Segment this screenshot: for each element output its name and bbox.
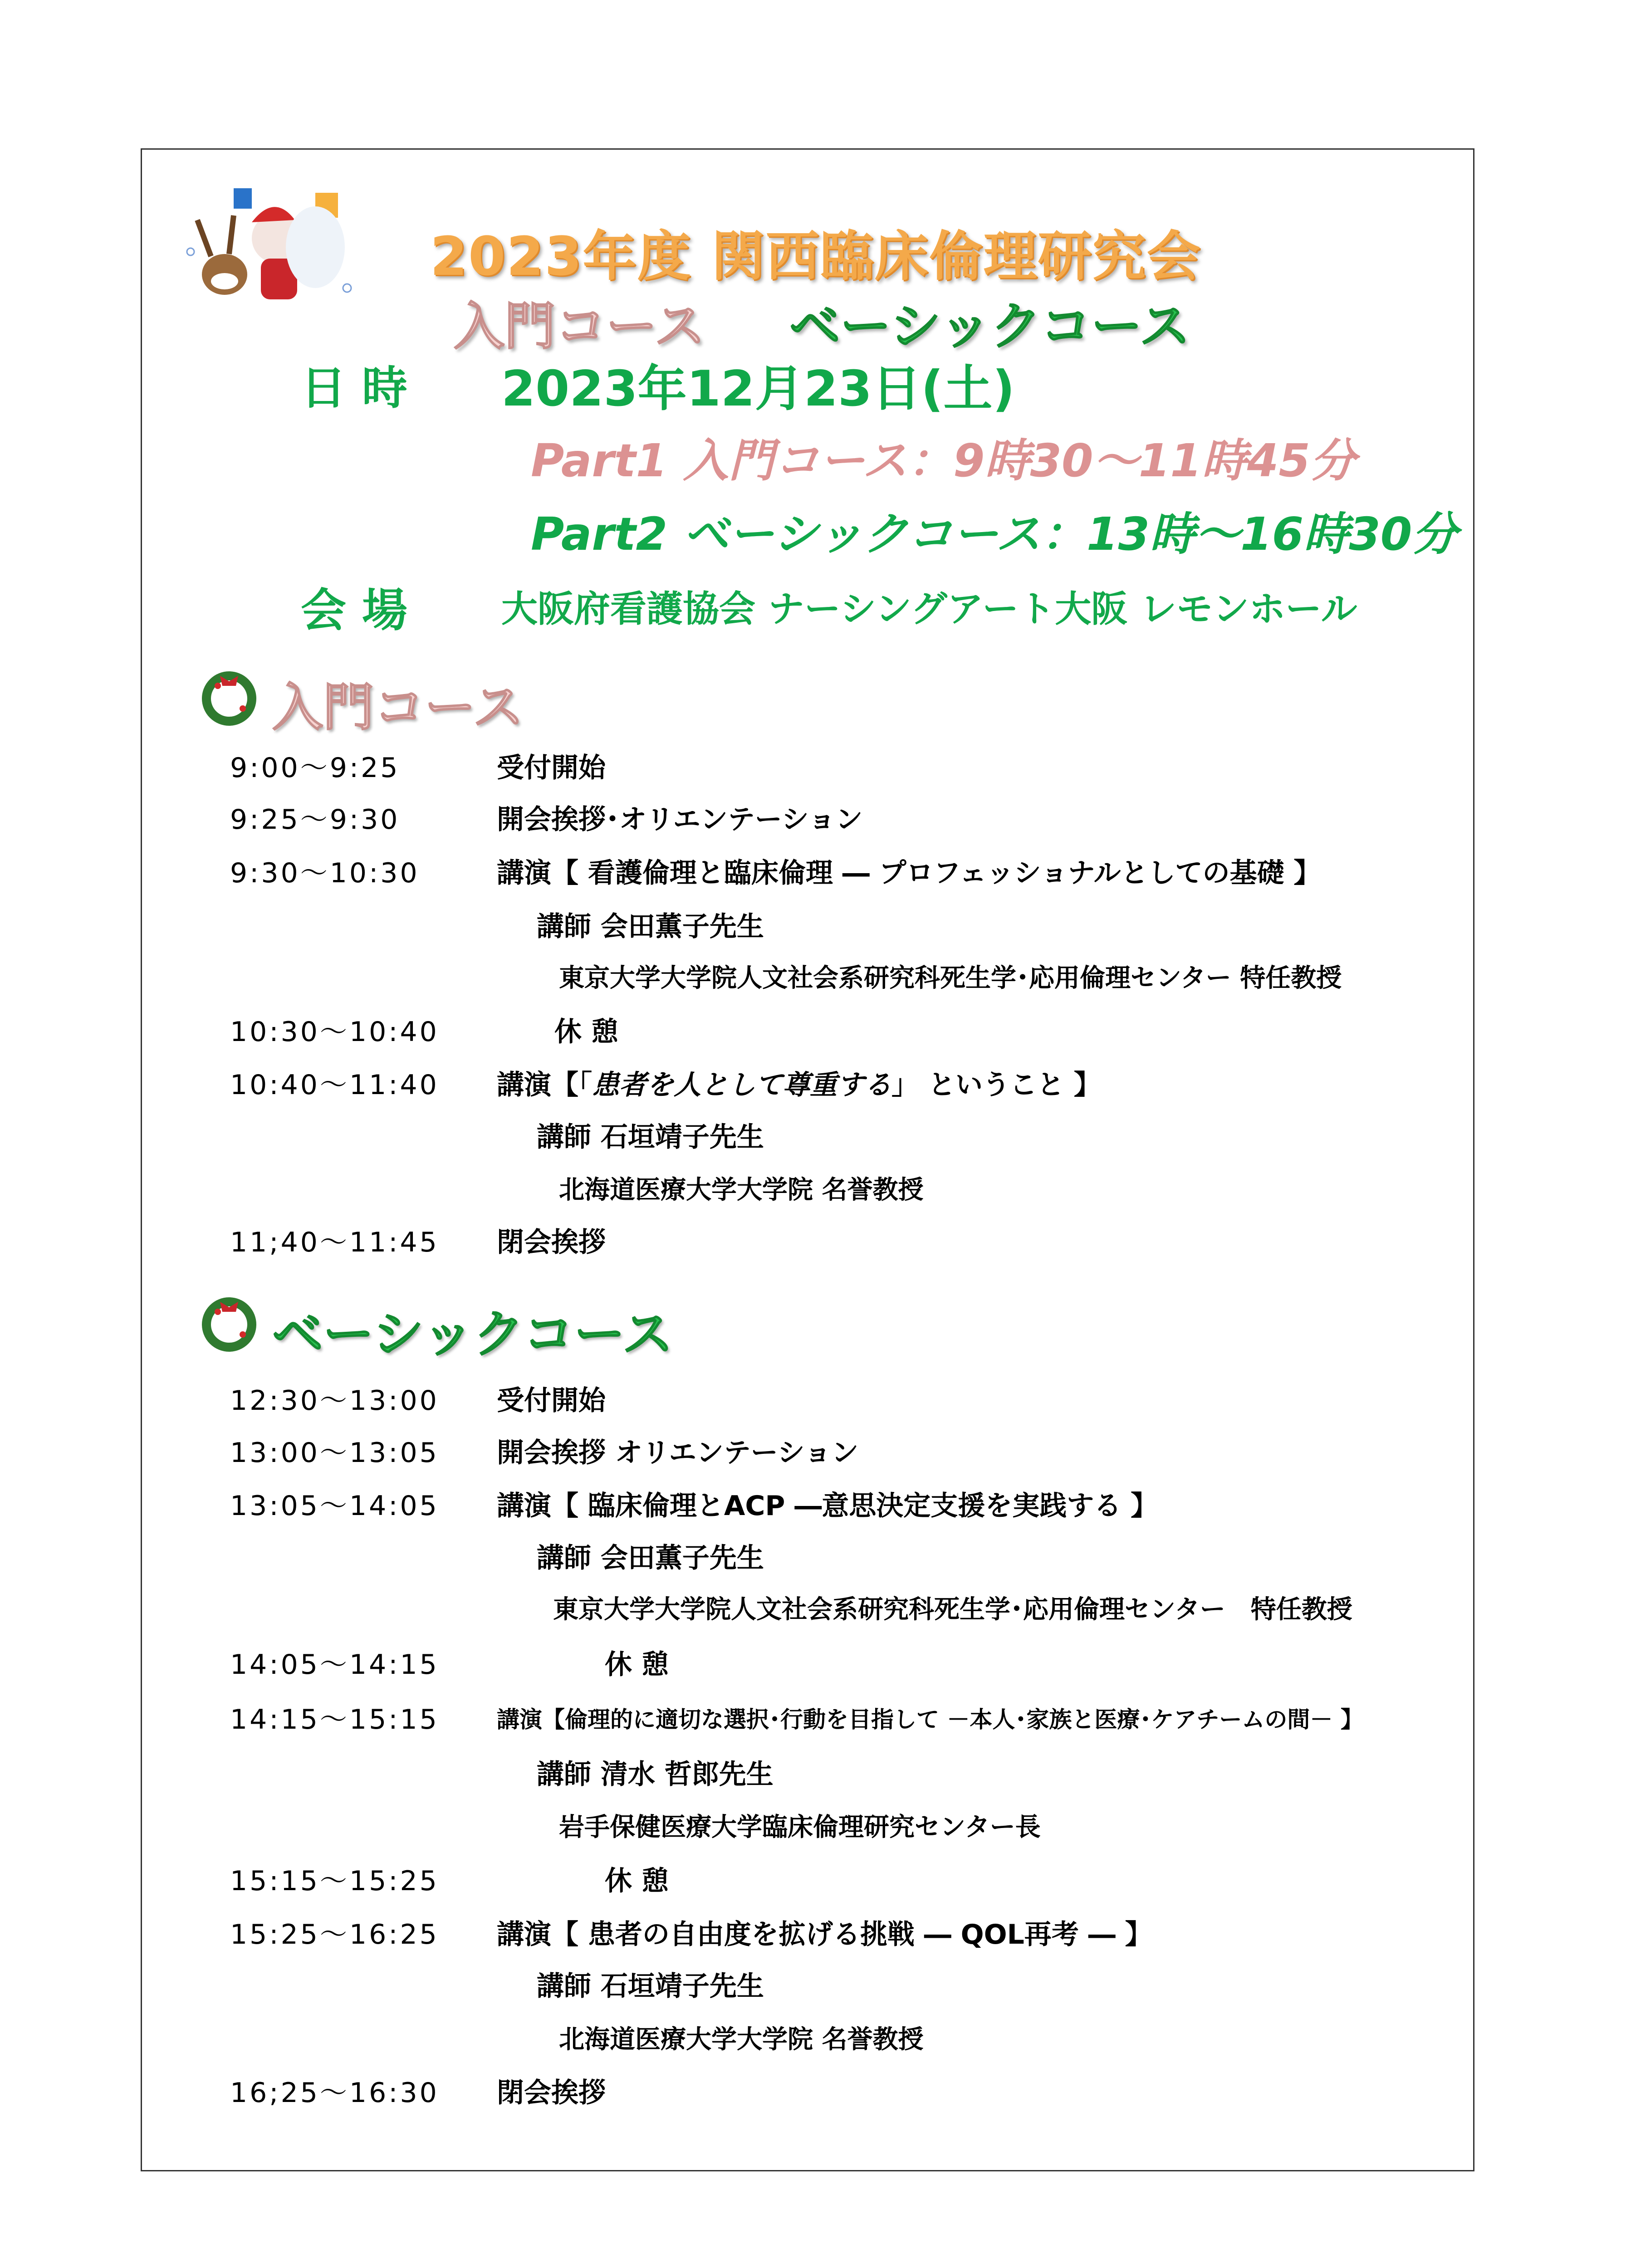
schedule-time: 15:25～16:25 bbox=[230, 1919, 439, 1950]
schedule-item: 開会挨拶 オリエンテーション bbox=[497, 1437, 859, 1469]
schedule-time: 9:30～10:30 bbox=[230, 857, 420, 889]
lecture-title: 講演【 臨床倫理とACP ―意思決定支援を実践する 】 bbox=[497, 1490, 1158, 1522]
break-item: 休 憩 bbox=[554, 1016, 618, 1048]
course-basic-title: ベーシックコース bbox=[789, 297, 1190, 356]
lecturer-affiliation: 東京大学大学院人文社会系研究科死生学･応用倫理センター 特任教授 bbox=[559, 963, 1342, 993]
lecture-title: 講演【 看護倫理と臨床倫理 ― プロフェッショナルとしての基礎 】 bbox=[497, 857, 1321, 889]
wreath-icon bbox=[200, 668, 259, 727]
lecture-title bbox=[497, 1067, 1101, 1103]
schedule-item: 閉会挨拶 bbox=[497, 2077, 606, 2109]
course-intro-title: 入門コース bbox=[454, 297, 705, 356]
break-item: 休 憩 bbox=[605, 1865, 669, 1897]
schedule-time: 11;40～11:45 bbox=[230, 1227, 439, 1258]
lecturer: 講師 会田薫子先生 bbox=[537, 911, 764, 943]
event-title: 2023年度 関西臨床倫理研究会 bbox=[430, 225, 1201, 288]
lecture-title-pre: 講演【「 bbox=[497, 1069, 592, 1101]
date-label: 日 時 bbox=[301, 362, 407, 415]
lecturer: 講師 会田薫子先生 bbox=[537, 1542, 764, 1574]
lecturer: 講師 石垣靖子先生 bbox=[537, 1121, 764, 1153]
event-date: 2023年12月23日(土) bbox=[501, 361, 1015, 417]
schedule-time: 12:30～13:00 bbox=[230, 1385, 439, 1417]
lecture-title-italic: 患者を人として尊重する bbox=[592, 1069, 891, 1101]
schedule-time: 15:15～15:25 bbox=[230, 1865, 439, 1897]
section-heading-intro: 入門コース bbox=[272, 678, 524, 737]
lecturer-affiliation: 岩手保健医療大学臨床倫理研究センター長 bbox=[559, 1813, 1041, 1842]
lecturer-affiliation: 北海道医療大学大学院 名誉教授 bbox=[559, 2025, 924, 2054]
break-item: 休 憩 bbox=[605, 1649, 669, 1681]
santa-reindeer-illustration bbox=[179, 179, 370, 324]
lecturer-affiliation: 東京大学大学院人文社会系研究科死生学･応用倫理センター 特任教授 bbox=[553, 1595, 1352, 1624]
lecturer-affiliation: 北海道医療大学大学院 名誉教授 bbox=[559, 1175, 924, 1205]
part2-schedule: Part2 ベーシックコース：13時～16時30分 bbox=[531, 508, 1458, 561]
lecture-title-post: 」 ということ 】 bbox=[891, 1069, 1101, 1101]
schedule-item: 閉会挨拶 bbox=[497, 1227, 606, 1258]
lecture-title: 講演【 患者の自由度を拡げる挑戦 ― QOL再考 ― 】 bbox=[497, 1919, 1152, 1950]
venue-label: 会 場 bbox=[301, 584, 407, 637]
section-heading-basic: ベーシックコース bbox=[272, 1305, 673, 1364]
schedule-time: 13:00～13:05 bbox=[230, 1437, 439, 1469]
schedule-time: 9:00～9:25 bbox=[230, 752, 400, 784]
lecturer: 講師 清水 哲郎先生 bbox=[537, 1759, 774, 1790]
venue: 大阪府看護協会 ナーシングアート大阪 レモンホール bbox=[501, 588, 1357, 630]
schedule-item: 受付開始 bbox=[497, 752, 606, 784]
lecture-title: 講演【倫理的に適切な選択･行動を目指して －本人･家族と医療･ケアチームの間－ 】 bbox=[497, 1706, 1363, 1733]
schedule-item: 受付開始 bbox=[497, 1385, 606, 1417]
schedule-item: 開会挨拶･オリエンテーション bbox=[497, 804, 863, 836]
lecturer: 講師 石垣靖子先生 bbox=[537, 1970, 764, 2002]
schedule-time: 10:40～11:40 bbox=[230, 1069, 439, 1101]
schedule-time: 10:30～10:40 bbox=[230, 1016, 439, 1048]
part1-schedule: Part1 入門コース：9時30～11時45分 bbox=[531, 434, 1356, 487]
schedule-time: 14:05～14:15 bbox=[230, 1649, 439, 1681]
schedule-time: 13:05～14:05 bbox=[230, 1490, 439, 1522]
schedule-time: 16;25～16:30 bbox=[230, 2077, 439, 2109]
schedule-time: 14:15～15:15 bbox=[230, 1704, 439, 1735]
wreath-icon bbox=[200, 1294, 259, 1353]
schedule-time: 9:25～9:30 bbox=[230, 804, 400, 836]
